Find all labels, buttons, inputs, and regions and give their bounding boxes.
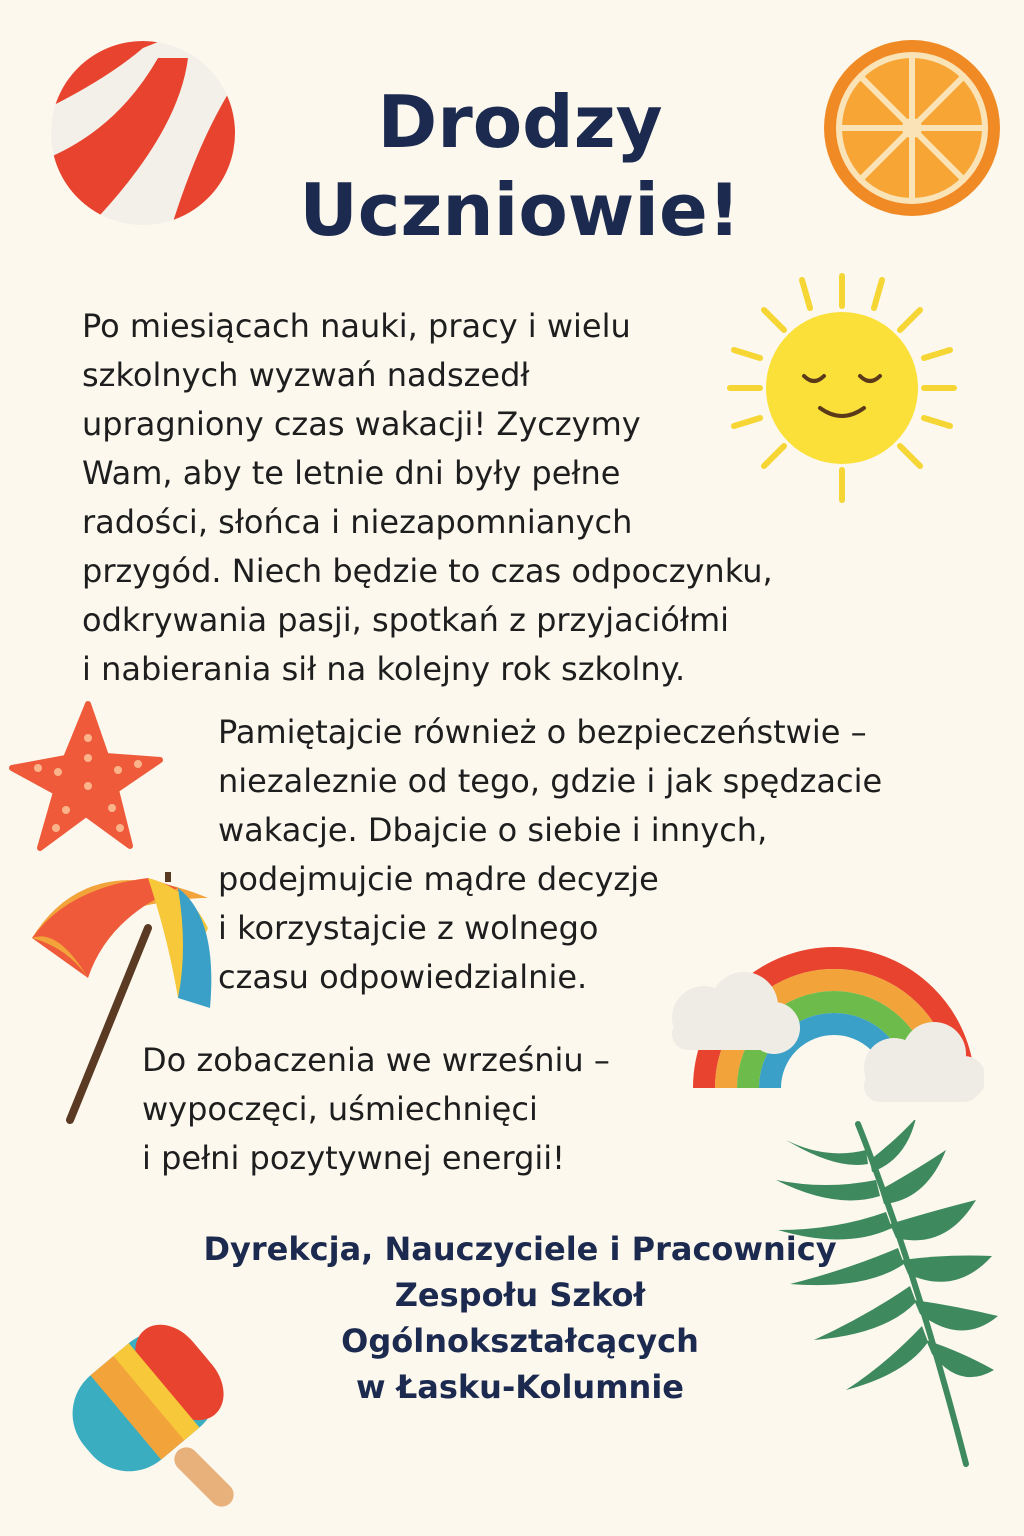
text-line: upragniony czas wakacji! Zyczymy <box>82 405 641 443</box>
text-line: i nabierania sił na kolejny rok szkolny. <box>82 650 686 688</box>
signature-line: Zespołu Szkoł <box>394 1276 646 1314</box>
text-line: odkrywania pasji, spotkań z przyjaciółmi <box>82 601 729 639</box>
signature-line: Dyrekcja, Nauczyciele i Pracownicy <box>203 1230 837 1268</box>
title-line-1: Drodzy <box>377 80 663 164</box>
text-line: czasu odpowiedzialnie. <box>218 958 588 996</box>
text-line: Do zobaczenia we wrześniu – <box>142 1041 610 1079</box>
paragraph-see-you <box>142 1036 610 1183</box>
paragraph-holiday-wishes <box>82 302 773 694</box>
text-line: niezaleznie od tego, gdzie i jak spędzacie <box>218 762 883 800</box>
signature-line: Ogólnokształcących <box>341 1322 699 1360</box>
text-line: Po miesiącach nauki, pracy i wielu <box>82 307 631 345</box>
text-line: szkolnych wyzwań nadszedł <box>82 356 530 394</box>
starfish-icon <box>8 698 168 858</box>
text-line: i pełni pozytywnej energii! <box>142 1139 565 1177</box>
text-line: radości, słońca i niezapomnianych <box>82 503 633 541</box>
signature <box>120 1226 920 1410</box>
text-line: podejmujcie mądre decyzje <box>218 860 659 898</box>
paragraph-safety-reminder <box>218 708 882 1002</box>
text-line: Wam, aby te letnie dni były pełne <box>82 454 621 492</box>
signature-line: w Łasku-Kolumnie <box>356 1368 684 1406</box>
text-line: przygód. Niech będzie to czas odpoczynku, <box>82 552 773 590</box>
title-line-2: Uczniowie! <box>299 168 741 252</box>
text-line: Pamiętajcie również o bezpieczeństwie – <box>218 713 867 751</box>
text-line: wakacje. Dbajcie o siebie i innych, <box>218 811 768 849</box>
orange-slice-icon <box>822 38 1002 218</box>
page-title <box>200 78 840 254</box>
text-line: wypoczęci, uśmiechnięci <box>142 1090 538 1128</box>
text-line: i korzystajcie z wolnego <box>218 909 599 947</box>
